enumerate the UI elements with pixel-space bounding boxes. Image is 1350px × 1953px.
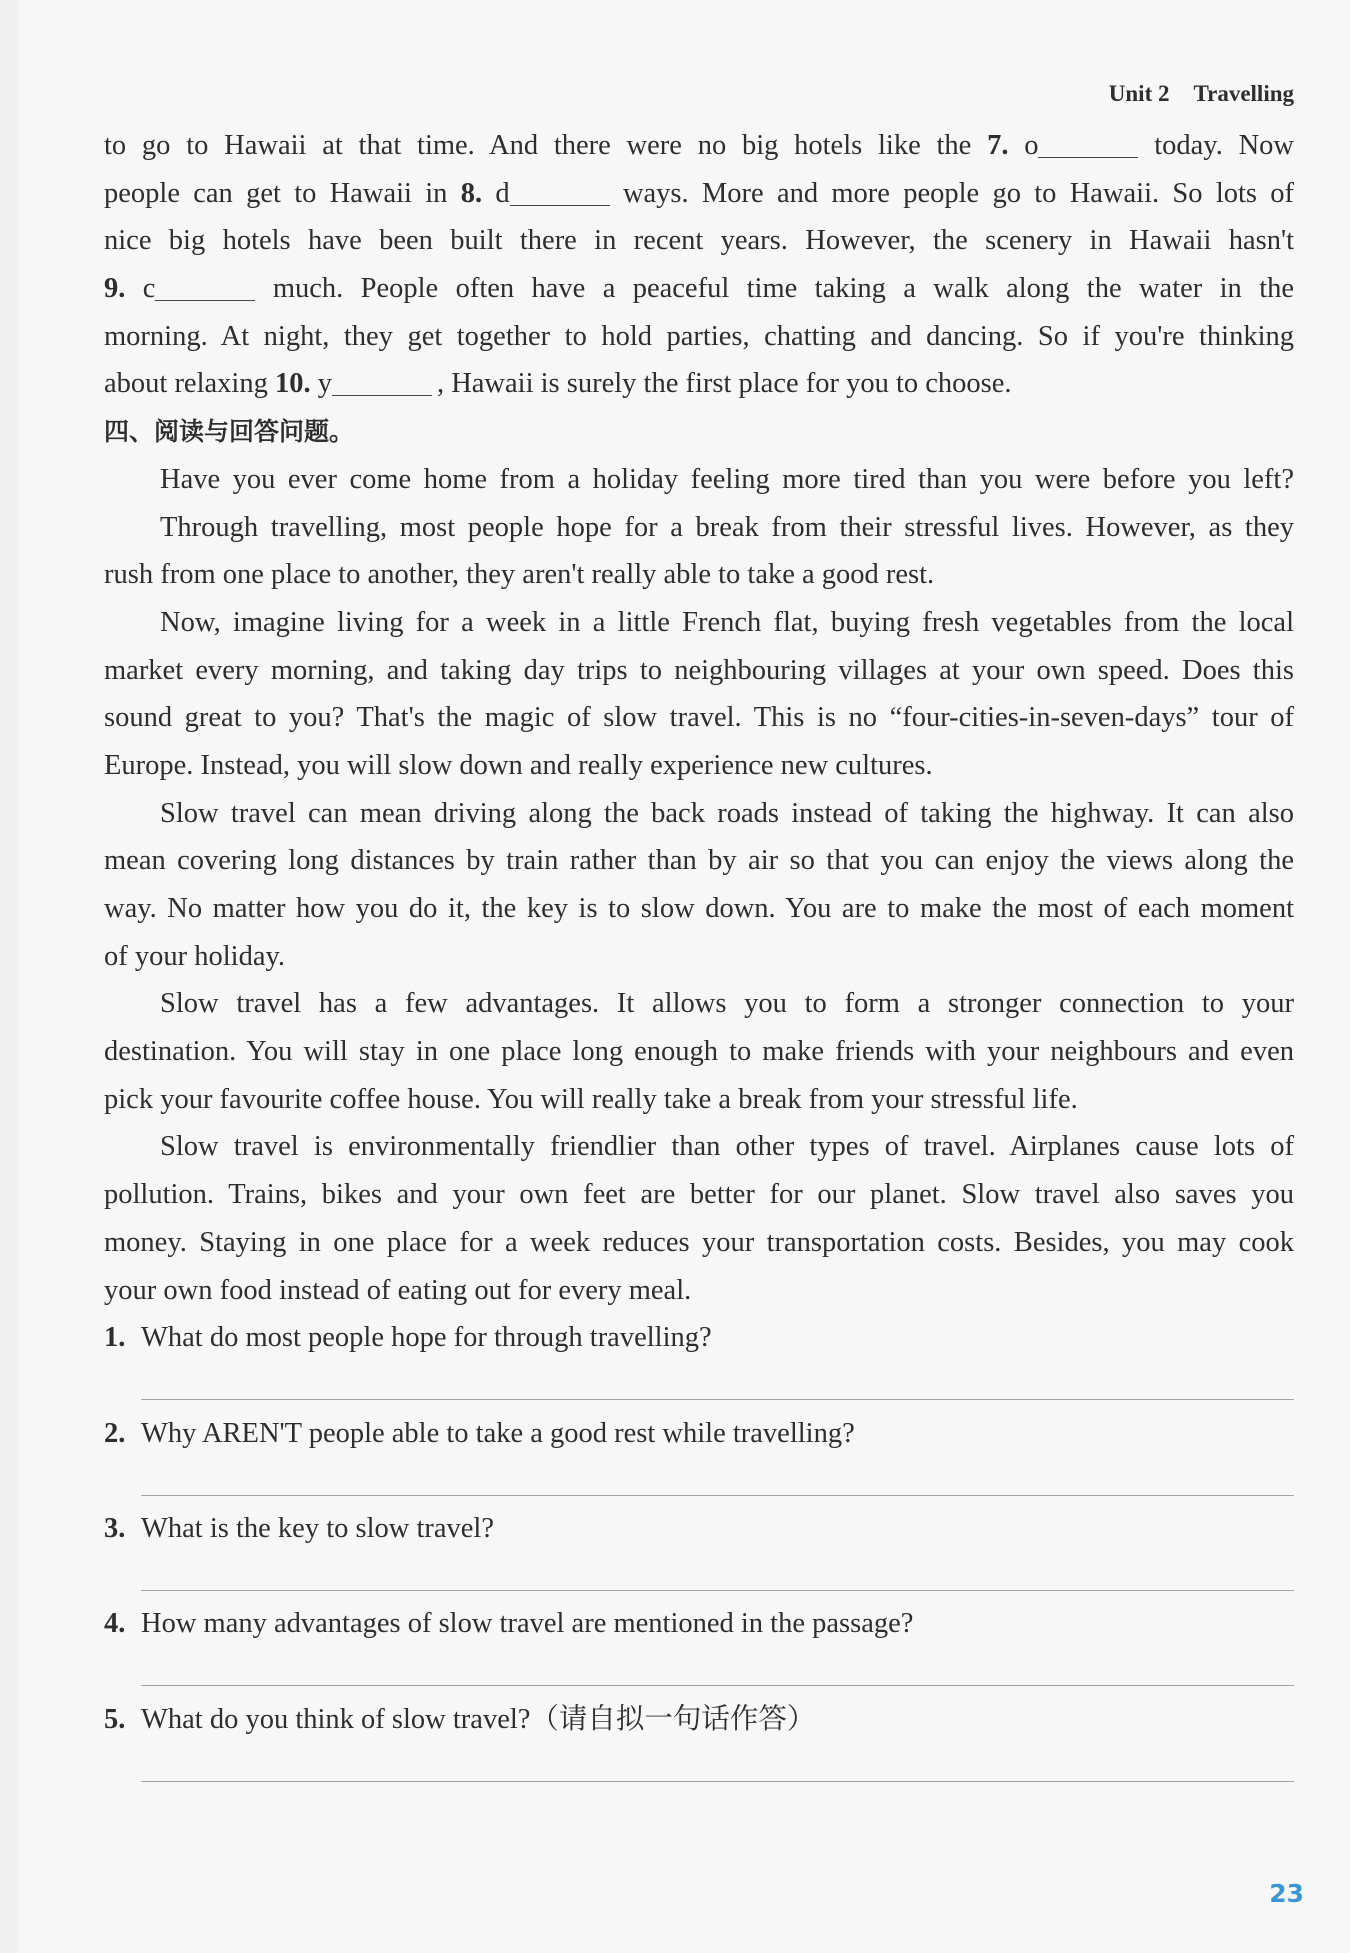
blank-number: 8. [460,177,483,209]
cloze-text: ways. More and more people go to Hawaii. So lots of [622,177,1295,209]
paragraph [104,599,1294,790]
cloze-text: today. Now [1154,130,1295,161]
question-number: 4. [104,1608,126,1640]
section-heading: 四、阅读与回答问题。 [104,417,355,447]
passage-line: of your holiday. [104,940,285,972]
question-number: 5. [104,1703,126,1735]
paragraph [104,790,1294,981]
content-column [104,122,1294,1791]
passage-line: Now, imagine living for a week in a little French flat, buying fresh vegetables from the local [160,606,1294,638]
passage-line: Slow travel can mean driving along the back roads instead of taking the highway. It can also [160,797,1294,829]
blank-number: 10. [274,368,311,400]
question-item [104,1410,1294,1505]
passage-line: Have you ever come home from a holiday feeling more tired than you were before you left? [160,463,1294,495]
answer-blank [1038,137,1138,158]
question-text: What do you think of slow travel?（请自拟一句话作答） [141,1703,816,1735]
paragraph [104,1123,1294,1314]
passage-line: Slow travel has a few advantages. It allows you to form a stronger connection to your [160,988,1294,1020]
blank-number: 7. [987,130,1009,161]
passage-line: mean covering long distances by train rather than by air so that you can enjoy the views along the [104,845,1294,877]
passage-line: pick your favourite coffee house. You will really take a break from your stressful life. [104,1083,1078,1115]
answer-line [141,1399,1294,1400]
reading-passage [104,456,1294,1314]
passage-line: Slow travel is environmentally friendlier than other types of travel. Airplanes cause lots of [160,1131,1294,1163]
blank-hint-letter: c [142,273,156,305]
answer-blank [332,375,432,396]
cloze-line [104,360,1294,408]
passage-line: pollution. Trains, bikes and your own feet are better for our planet. Slow travel also saves you [104,1179,1294,1211]
cloze-text: about relaxing [104,368,268,400]
page-edge [0,0,18,1953]
passage-line: your own food instead of eating out for every meal. [104,1274,692,1306]
question-item [104,1314,1294,1409]
cloze-text: much. People often have a peaceful time taking a walk along the water in the [272,273,1295,305]
question-number: 3. [104,1512,126,1544]
question-text: What is the key to slow travel? [141,1512,494,1544]
cloze-line [104,217,1294,265]
cloze-line [104,122,1294,170]
paragraph [104,980,1294,1123]
unit-label: Unit 2 [1108,81,1170,106]
passage-line: Europe. Instead, you will slow down and really experience new cultures. [104,749,933,781]
blank-hint-letter: y [317,368,332,400]
passage-line: sound great to you? That's the magic of slow travel. This is no “four-cities-in-seven-days” tour of [104,702,1294,734]
passage-line: way. No matter how you do it, the key is to slow down. You are to make the most of each moment [104,893,1294,924]
cloze-text: to go to Hawaii at that time. And there were no big hotels like the [104,130,972,161]
answer-blank [155,280,255,301]
cloze-line [104,170,1294,218]
question-number: 2. [104,1417,126,1449]
running-header [1109,78,1294,110]
answer-line [141,1495,1294,1496]
passage-line: rush from one place to another, they aren't really able to take a good rest. [104,559,935,591]
answer-line [141,1685,1294,1686]
question-text: What do most people hope for through travelling? [141,1322,712,1354]
answer-blank [510,185,610,206]
question-text: How many advantages of slow travel are mentioned in the passage? [141,1608,914,1640]
passage-line: money. Staying in one place for a week reduces your transportation costs. Besides, you may cook [104,1226,1294,1258]
blank-hint-letter: d [495,177,510,209]
paragraph [104,456,1294,504]
blank-number: 9. [104,273,126,305]
cloze-text: morning. At night, they get together to hold parties, chatting and dancing. So if you're thinking [104,320,1294,352]
passage-line: Through travelling, most people hope for a break from their stressful lives. However, as they [160,511,1294,543]
unit-title: Travelling [1193,81,1294,106]
cloze-line [104,265,1294,313]
cloze-line [104,313,1294,361]
blank-hint-letter: o [1024,130,1039,161]
cloze-text: , Hawaii is surely the first place for you to choose. [436,368,1012,400]
passage-line: destination. You will stay in one place long enough to make friends with your neighbours and even [104,1036,1294,1068]
question-text: Why AREN'T people able to take a good rest while travelling? [141,1417,855,1449]
answer-line [141,1781,1294,1782]
cloze-text: nice big hotels have been built there in recent years. However, the scenery in Hawaii hasn't [104,225,1294,257]
question-item [104,1600,1294,1695]
question-number: 1. [104,1322,126,1354]
paragraph [104,504,1294,599]
answer-line [141,1590,1294,1591]
cloze-passage [104,122,1294,408]
question-item [104,1505,1294,1600]
question-list [104,1314,1294,1791]
question-item [104,1696,1294,1791]
page-number: 23 [1269,1879,1304,1908]
passage-line: market every morning, and taking day trips to neighbouring villages at your own speed. Does this [104,654,1294,686]
cloze-text: people can get to Hawaii in [104,177,448,209]
